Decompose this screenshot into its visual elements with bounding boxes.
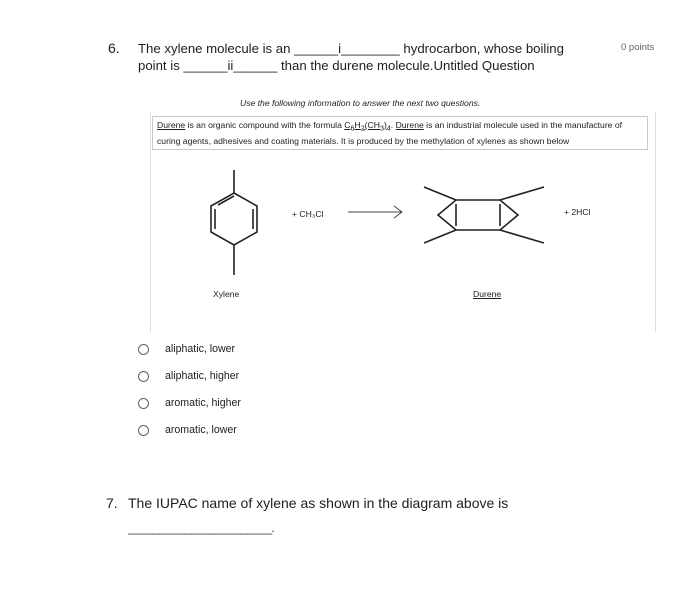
question-6-text-line-2: point is ______ii______ than the durene molecule.Untitled Question bbox=[138, 58, 535, 73]
formula-paren: (CH bbox=[364, 120, 380, 130]
xylene-ring bbox=[211, 193, 257, 245]
formula-close: ) bbox=[383, 120, 387, 130]
durene-formula bbox=[344, 120, 391, 133]
radio-icon[interactable] bbox=[138, 371, 149, 382]
durene-info-box bbox=[152, 116, 648, 150]
option-aliphatic-higher[interactable] bbox=[138, 369, 239, 383]
durene-structure bbox=[424, 187, 544, 243]
durene-label: Durene bbox=[473, 289, 502, 299]
option-aromatic-lower[interactable] bbox=[138, 423, 237, 437]
formula-sub-2: 2 bbox=[360, 124, 365, 133]
reaction-diagram bbox=[152, 160, 648, 310]
question-7-number: 7. bbox=[106, 495, 118, 511]
info-sentence-b: . bbox=[390, 120, 396, 130]
durene-ring bbox=[438, 200, 518, 230]
durene-methyl-4 bbox=[500, 230, 544, 243]
figure-instruction: Use the following information to answer the next two questions. bbox=[240, 98, 481, 108]
byproduct-text: + 2HCl bbox=[564, 207, 591, 217]
option-label: aliphatic, higher bbox=[165, 370, 240, 382]
reaction-arrow bbox=[348, 206, 402, 218]
formula-c: C bbox=[344, 120, 351, 130]
formula-sub-4: 4 bbox=[386, 124, 391, 133]
question-6-number: 6. bbox=[108, 40, 120, 56]
question-6-text-line-1: The xylene molecule is an ______i________ hydrocarbon, whose boiling bbox=[138, 41, 564, 56]
durene-methyl-3 bbox=[424, 230, 456, 243]
option-label: aromatic, higher bbox=[165, 397, 241, 409]
option-label: aromatic, lower bbox=[165, 424, 237, 436]
durene-methyl-2 bbox=[500, 187, 544, 200]
durene-methyl-1 bbox=[424, 187, 456, 200]
formula-sub-1: 6 bbox=[350, 124, 355, 133]
radio-icon[interactable] bbox=[138, 344, 149, 355]
xylene-label: Xylene bbox=[213, 289, 240, 299]
option-aliphatic-lower[interactable] bbox=[138, 342, 235, 356]
question-6-points: 0 points bbox=[621, 42, 655, 53]
reagent-text: + CH₃Cl bbox=[292, 209, 324, 219]
question-7-answer-blank[interactable]: _______________________. bbox=[128, 520, 274, 535]
formula-h: H bbox=[354, 120, 361, 130]
info-sentence-a: is an organic compound with the formula bbox=[185, 120, 345, 130]
xylene-structure bbox=[211, 170, 257, 275]
question-6-text bbox=[138, 40, 618, 74]
option-label: aliphatic, lower bbox=[165, 343, 236, 355]
option-aromatic-higher[interactable] bbox=[138, 396, 241, 410]
info-sentence-c: is an industrial molecule used in the manufacture of curing agents, adhesives and coating materials. It is produced by the methylation of xylenes as shown below bbox=[157, 120, 623, 146]
durene-word: Durene bbox=[157, 120, 186, 130]
radio-icon[interactable] bbox=[138, 425, 149, 436]
radio-icon[interactable] bbox=[138, 398, 149, 409]
durene-word-2: Durene bbox=[395, 120, 424, 130]
question-7-text: The IUPAC name of xylene as shown in the diagram above is bbox=[128, 495, 509, 511]
formula-sub-3: 3 bbox=[379, 124, 384, 133]
